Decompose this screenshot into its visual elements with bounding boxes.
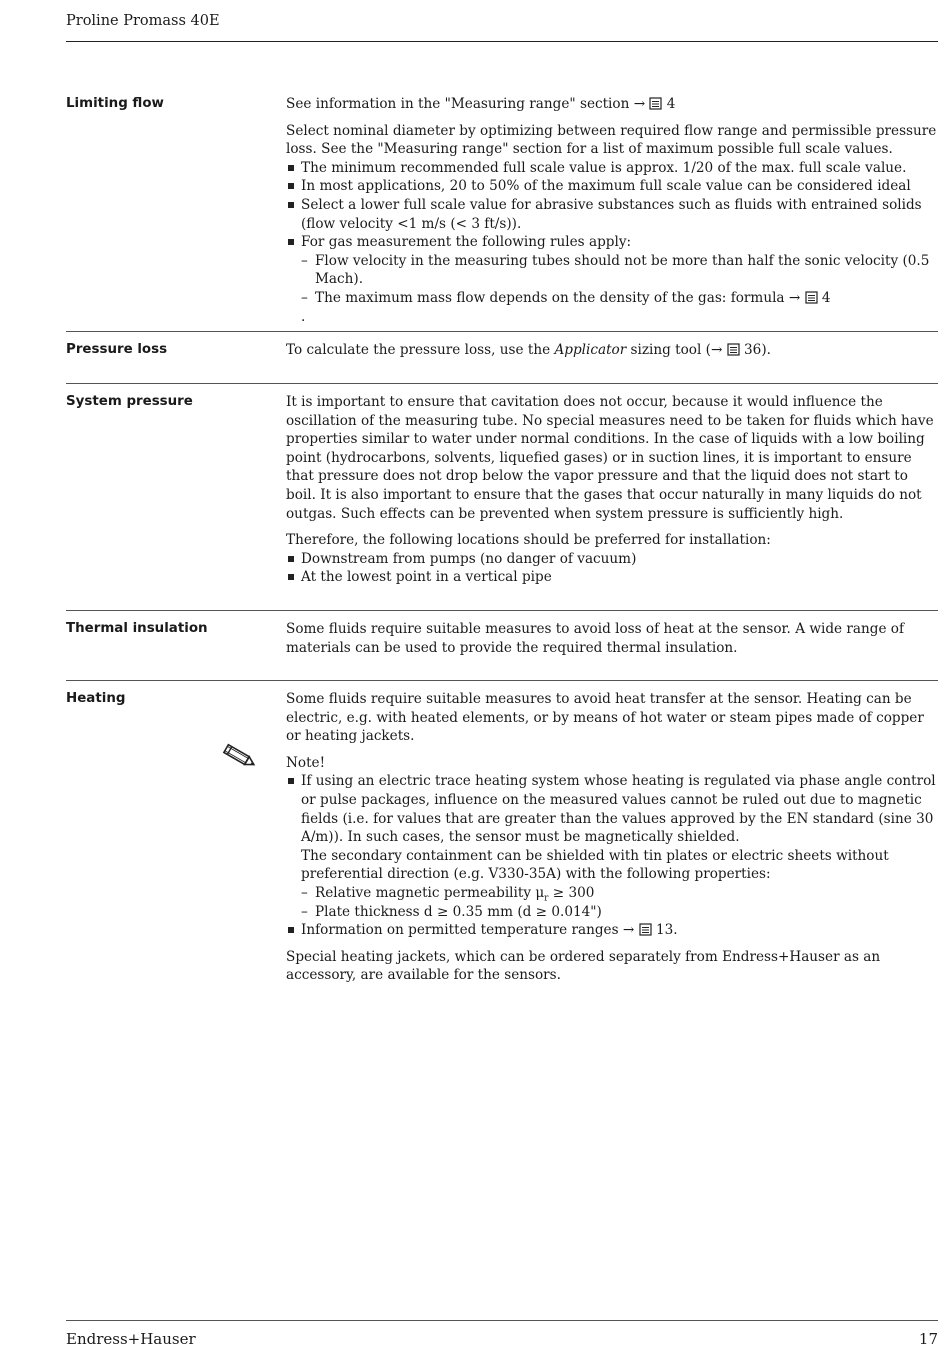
section-divider xyxy=(66,610,938,611)
page-reference: 36 xyxy=(744,342,762,358)
running-header: Proline Promass 40E xyxy=(66,13,220,29)
page-number: 17 xyxy=(918,1330,938,1348)
page-reference: 4 xyxy=(666,96,676,112)
section-body xyxy=(286,620,938,657)
paragraph: Special heating jackets, which can be ordered separately from Endress+Hauser as an accessory, are available for the sensors. xyxy=(286,948,881,984)
dash-item: – Relative magnetic permeability $\mu_r \ge 300$ xyxy=(286,884,938,903)
list-item: At the lowest point in a vertical pipe xyxy=(286,568,938,587)
section-label: System pressure xyxy=(66,394,193,409)
section-body xyxy=(286,95,938,326)
list-item: Information on permitted temperature ranges → 13. xyxy=(286,921,938,940)
pencil-icon xyxy=(218,742,258,770)
bullet-list xyxy=(286,550,938,587)
page-reference-icon xyxy=(639,923,652,936)
trailing-dot: . xyxy=(301,308,306,325)
list-item: For gas measurement the following rules apply: xyxy=(286,233,938,252)
page-reference-icon xyxy=(805,291,818,304)
arrow-icon: → xyxy=(710,342,727,358)
paragraph: Therefore, the following locations should be preferred for installation: xyxy=(286,532,771,549)
section-body xyxy=(286,393,938,587)
paragraph: To calculate the pressure loss, use the Applicator sizing tool (→ 36). xyxy=(286,342,771,358)
dash-item: – Flow velocity in the measuring tubes should not be more than half the sonic velocity (0.5 Mach). xyxy=(286,252,938,289)
section-divider xyxy=(66,331,938,332)
paragraph: It is important to ensure that cavitation does not occur, because it would influence the oscillation of the measuring tube. No special measures need to be taken for fluids which have properties similar to water under normal conditions. In the case of liquids with a low boiling point (hydrocarbons, solvents, liquefied gases) or in suction lines, it is important to ensure that pressure does not drop below the vapor pressure and that the liquid does not start to boil. It is also important to ensure that the gases that occur naturally in many liquids do not outgas. Such effects can be prevented when system pressure is sufficiently high. xyxy=(286,394,934,522)
paragraph: Select nominal diameter by optimizing between required flow range and permissible pressure loss. See the "Measuring range" section for a list of maximum possible full scale values. xyxy=(286,122,937,158)
paragraph: Some fluids require suitable measures to avoid loss of heat at the sensor. A wide range of materials can be used to provide the required thermal insulation. xyxy=(286,621,905,656)
dash-item: – Plate thickness d ≥ 0.35 mm (d ≥ 0.014") xyxy=(286,903,938,922)
footer-company: Endress+Hauser xyxy=(66,1330,196,1348)
list-item: If using an electric trace heating system whose heating is regulated via phase angle control or pulse packages, influence on the measured values cannot be ruled out due to magnetic fields (i.e. for values that are greater than the values approved by the EN standard (sine 30 A/m)). In such cases, the sensor must be magnetically shielded. The secondary containment can be shielded with tin plates or electric sheets without preferential direction (e.g. V330-35A) with the following properties: xyxy=(286,772,938,884)
dash-item: – The maximum mass flow depends on the density of the gas: formula → 4 xyxy=(286,289,938,308)
header-rule xyxy=(66,41,938,42)
paragraph: Some fluids require suitable measures to avoid heat transfer at the sensor. Heating can be electric, e.g. with heated elements, or by means of hot water or steam pipes made of copper or heating jackets. xyxy=(286,691,924,745)
section-label: Pressure loss xyxy=(66,342,168,357)
list-item: Downstream from pumps (no danger of vacuum) xyxy=(286,550,938,569)
list-item: Select a lower full scale value for abrasive substances such as fluids with entrained solids (flow velocity <1 m/s (< 3 ft/s)). xyxy=(286,196,938,233)
section-label: Heating xyxy=(66,691,126,706)
arrow-icon: → xyxy=(633,96,646,112)
note-label: Note! xyxy=(286,754,326,771)
arrow-icon: → xyxy=(788,289,801,306)
page-reference: 13 xyxy=(655,922,674,939)
section-label: Limiting flow xyxy=(66,96,164,111)
tool-name: Applicator xyxy=(554,342,627,358)
section-body xyxy=(286,690,938,985)
intro-line: See information in the "Measuring range" section → 4 xyxy=(286,96,676,112)
list-item: In most applications, 20 to 50% of the maximum full scale value can be considered ideal xyxy=(286,177,938,196)
arrow-icon: → xyxy=(622,922,635,939)
page-reference-icon xyxy=(649,97,662,110)
list-item: The minimum recommended full scale value is approx. 1/20 of the max. full scale value. xyxy=(286,159,938,178)
page-reference-icon xyxy=(727,343,740,356)
bullet-list xyxy=(286,772,938,939)
page-reference: 4 xyxy=(821,289,831,306)
section-divider xyxy=(66,680,938,681)
section-label: Thermal insulation xyxy=(66,621,208,636)
footer-rule xyxy=(66,1320,938,1321)
bullet-list xyxy=(286,159,938,308)
section-divider xyxy=(66,383,938,384)
section-body xyxy=(286,341,938,360)
